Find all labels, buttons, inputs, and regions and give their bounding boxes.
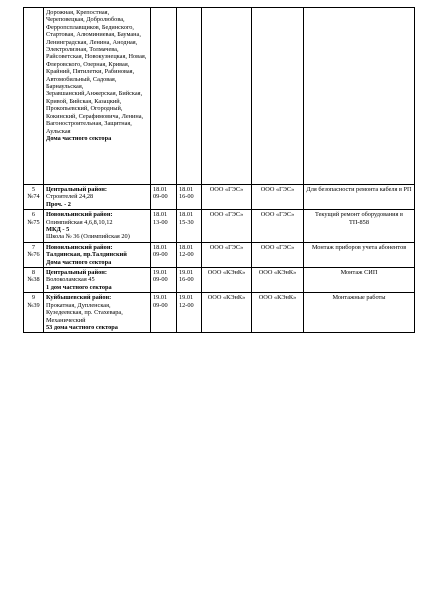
- address-cell: Куйбышевский район: Прокатная, Дупленская, Кузедеевская, пр. Стахевара, Механический 53 дома частного сектора: [44, 293, 151, 333]
- table-row: [24, 293, 415, 333]
- performer-cell: ООО «ГЭС»: [252, 210, 304, 243]
- organization-cell: ООО «КЭнК»: [202, 293, 252, 333]
- reason-cell: Монтаж приборов учета абонентов: [304, 242, 415, 267]
- organization-cell: ООО «ГЭС»: [202, 242, 252, 267]
- performer-cell: ООО «ГЭС»: [252, 242, 304, 267]
- row-number-cell: 6 №75: [24, 210, 44, 243]
- reason-cell: Текущий ремонт оборудования в ТП-858: [304, 210, 415, 243]
- organization-cell: ООО «ГЭС»: [202, 210, 252, 243]
- address-cell: Центральный район: Волоколамская 45 1 дом частного сектора: [44, 268, 151, 293]
- table-row: [24, 210, 415, 243]
- street-list: Дорожная, Крепостная, Череповецкая, Добролюбова, Ферропсплавщиков, Бединского, Стартовая, Алюминиевая, Баумана, Ленинградская, Ленина, Анодная, Электролизная, Толмачева, Райсоветская, Новокузнецкая, Новая, Флеровского, Озерная, Кривая, Крайний, Пятилетки, Рабиновая, Автомобильный, Садовая, Барнаульская, Зеравшанский,Анжерская, Бийская, Кривой, Бийская, Казацкий, Прокопьевский, Огородный, Кокинский, Серафимовича, Ленина, Вагоностроительная, Защитная, Аульская: [46, 9, 147, 135]
- performer-cell: ООО «ГЭС»: [252, 185, 304, 210]
- reason-cell: Монтажные работы: [304, 293, 415, 333]
- end-cell: 19.01 16-00: [177, 268, 202, 293]
- start-cell: 18.01 09-00: [151, 242, 177, 267]
- consumer-note: Дома частного сектора: [46, 134, 112, 142]
- table-row: [24, 8, 415, 185]
- row-number-cell: 5 №74: [24, 185, 44, 210]
- reason-cell: Для безопасности ремонта кабеля в РП: [304, 185, 415, 210]
- row-number-cell: 7 №76: [24, 242, 44, 267]
- table-row: [24, 268, 415, 293]
- row-number-cell: 9 №39: [24, 293, 44, 333]
- address-cell: Новоильинский район: Талдинская, пр.Талдинский Дома частного сектора: [44, 242, 151, 267]
- performer-cell: ООО «КЭнК»: [252, 293, 304, 333]
- table-row: [24, 185, 415, 210]
- organization-cell: ООО «ГЭС»: [202, 185, 252, 210]
- end-cell: 19.01 12-00: [177, 293, 202, 333]
- organization-cell: ООО «КЭнК»: [202, 268, 252, 293]
- end-cell: 18.01 12-00: [177, 242, 202, 267]
- end-cell: 18.01 15-30: [177, 210, 202, 243]
- performer-cell: ООО «КЭнК»: [252, 268, 304, 293]
- address-cell: [44, 8, 151, 185]
- row-number-cell: 8 №38: [24, 268, 44, 293]
- start-cell: 19.01 09-00: [151, 293, 177, 333]
- reason-cell: Монтаж СИП: [304, 268, 415, 293]
- start-cell: 19.01 09-00: [151, 268, 177, 293]
- outage-schedule-table: [23, 7, 415, 333]
- start-cell: 18.01 09-00: [151, 185, 177, 210]
- start-cell: 18.01 13-00: [151, 210, 177, 243]
- address-cell: Новоильинский район: Олимпийская 4,6,8,10,12 МКД - 5 Школа № 36 (Олимпийская 20): [44, 210, 151, 243]
- table-row: [24, 242, 415, 267]
- end-cell: 18.01 16-00: [177, 185, 202, 210]
- address-cell: Центральный район: Строителей 24,28 Проч. - 2: [44, 185, 151, 210]
- row-number-cell: [24, 8, 44, 185]
